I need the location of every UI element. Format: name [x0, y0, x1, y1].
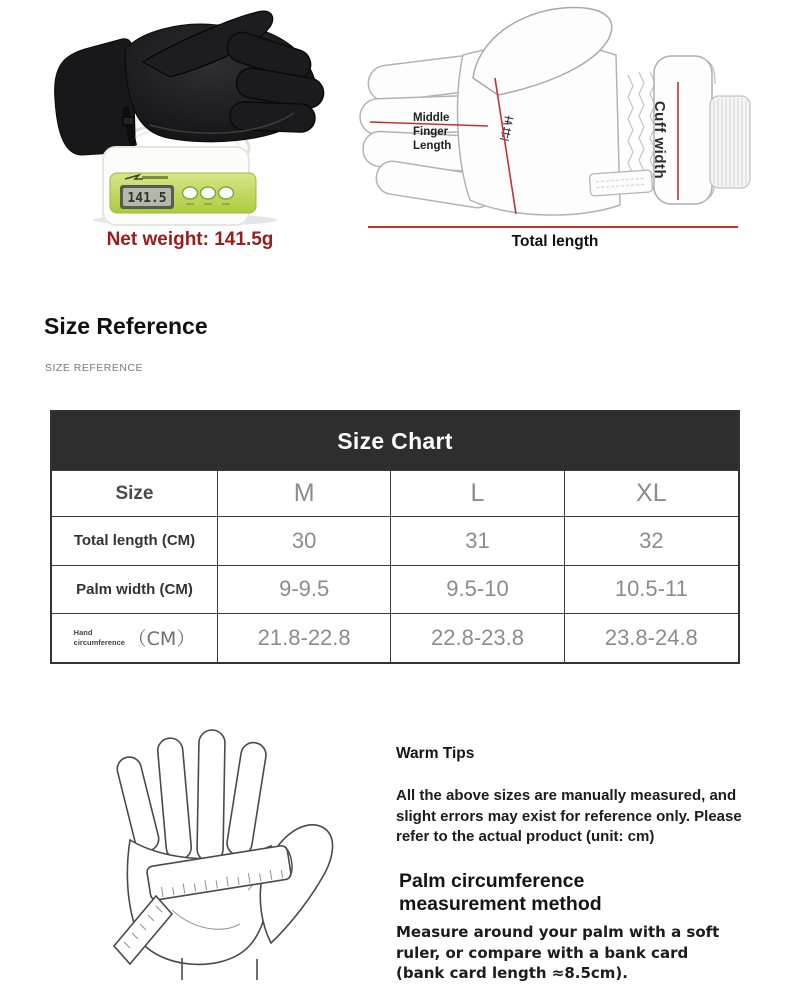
size-reference-subtitle: SIZE REFERENCE — [45, 362, 144, 374]
palm-circumference-method-title: Palm circumference measurement method — [399, 870, 602, 916]
size-chart-header-xl: XL — [565, 470, 738, 516]
middle-finger-line1: Middle — [413, 112, 450, 124]
middle-finger-line3: Length — [413, 140, 452, 153]
table-cell: 10.5-11 — [565, 565, 738, 614]
table-cell: 31 — [391, 516, 564, 565]
scale-buttons — [183, 187, 234, 199]
table-cell: 32 — [565, 516, 738, 565]
table-cell: 9.5-10 — [391, 565, 564, 614]
table-cell: 22.8-23.8 — [391, 613, 564, 662]
size-chart-header-l: L — [391, 470, 564, 516]
warm-tips-title: Warm Tips — [396, 745, 475, 762]
size-chart-table — [50, 410, 740, 664]
palm-circumference-method-body: Measure around your palm with a soft ruler, or compare with a bank card (bank card length ≈8.5cm). — [396, 923, 720, 983]
lcd-display — [120, 185, 174, 209]
total-length-caption: Total length — [511, 233, 599, 250]
weight-photo — [30, 5, 350, 230]
cuff-width-label: Cuff width — [651, 100, 668, 180]
size-chart-grid — [52, 470, 738, 662]
cm-suffix: （CM） — [127, 628, 196, 651]
middle-finger-length-label — [413, 111, 483, 153]
size-chart-header-m: M — [218, 470, 391, 516]
hand-illustration — [110, 728, 345, 993]
kitchen-scale-illustration — [103, 147, 256, 225]
knit-wrist — [710, 96, 750, 188]
row-label-hand-circumference — [52, 613, 218, 662]
hand-measurement-drawing — [110, 728, 345, 993]
size-chart-header-size: Size — [52, 470, 218, 516]
warm-tips-body: All the above sizes are manually measured, and slight errors may exist for reference only. Please refer to the actual product (unit: cm) — [396, 787, 742, 846]
table-cell: 23.8-24.8 — [565, 613, 738, 662]
velcro-tab — [589, 170, 652, 196]
hand-circumference-small-label: Hand circumference — [73, 628, 125, 647]
black-glove-photo — [55, 11, 326, 155]
table-cell: 21.8-22.8 — [218, 613, 391, 662]
size-chart-title: Size Chart — [52, 412, 738, 470]
table-cell: 9-9.5 — [218, 565, 391, 614]
middle-finger-line2: Finger — [413, 126, 449, 139]
row-label-total-length: Total length (CM) — [52, 516, 218, 565]
size-reference-title: Size Reference — [44, 313, 208, 339]
net-weight-caption: Net weight: 141.5g — [106, 229, 274, 250]
lcd-reading: 141.5 — [127, 191, 167, 206]
row-label-palm-width: Palm width (CM) — [52, 565, 218, 614]
table-cell: 30 — [218, 516, 391, 565]
glove-on-scale-illustration — [30, 5, 350, 230]
